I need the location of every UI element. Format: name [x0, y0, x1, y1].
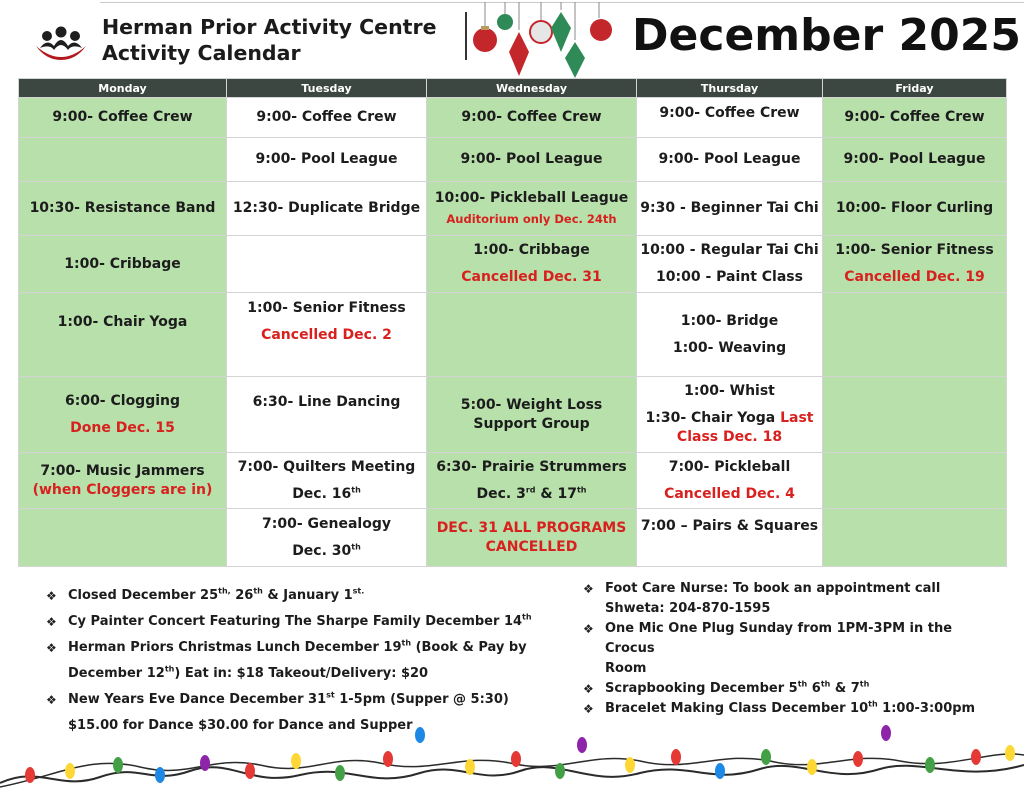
activity-text: 7:00- Music Jammers: [40, 462, 205, 479]
activity-date: [230, 485, 423, 504]
announcement-text: One Mic One Plug Sunday from 1PM-3PM in the Crocus: [605, 621, 953, 656]
weekday-header-row: [19, 79, 1007, 98]
header-friday: Friday: [823, 79, 1007, 98]
calendar-cell: 10:30- Resistance Band: [19, 182, 227, 236]
announcement-item: [583, 619, 1003, 679]
announcement-text: $15.00 for Dance $30.00 for Dance and Supper: [68, 718, 413, 733]
announcement-text: & January 1: [262, 588, 353, 603]
header-wednesday: Wednesday: [427, 79, 637, 98]
header-monday: Monday: [19, 79, 227, 98]
superscript: th,: [218, 586, 231, 596]
activity-calendar-table: [18, 78, 1007, 567]
superscript: st: [326, 690, 335, 700]
calendar-cell-empty: [427, 293, 637, 377]
diamond-bullet-icon: ❖: [583, 622, 594, 636]
date-suffix: rd: [525, 484, 536, 494]
date-text: & 17: [535, 485, 577, 502]
calendar-cell-empty: [19, 509, 227, 567]
date-text: Dec. 16: [292, 485, 352, 502]
calendar-cell: 7:00 – Pairs & Squares: [637, 509, 823, 567]
activity-date: [430, 485, 633, 504]
calendar-cell-empty: [823, 453, 1007, 509]
cancellation-note: Cancelled Dec. 31: [461, 269, 602, 285]
centre-logo-icon: [32, 24, 90, 62]
activity-date: [230, 542, 423, 561]
calendar-cell: 9:00- Coffee Crew: [19, 98, 227, 138]
activity-text: 1:00- Cribbage: [473, 242, 590, 258]
superscript: st.: [352, 586, 365, 596]
superscript: th: [859, 679, 870, 689]
calendar-row: [19, 236, 1007, 293]
calendar-cell: [19, 453, 227, 509]
activity-text: 1:00- Whist: [684, 383, 775, 399]
announcement-text: 6: [807, 681, 821, 696]
diamond-bullet-icon: ❖: [46, 693, 57, 707]
activity-text: 1:00- Senior Fitness: [835, 242, 994, 258]
organization-title: [102, 14, 436, 66]
cancellation-note: Cancelled Dec. 2: [261, 327, 392, 343]
cancellation-note: Cancelled Dec. 19: [844, 269, 985, 285]
activity-text: 10:00 - Regular Tai Chi: [640, 242, 819, 258]
calendar-cell: [19, 377, 227, 453]
calendar-cell: 1:00- Chair Yoga: [19, 293, 227, 377]
calendar-cell: 9:00- Pool League: [227, 138, 427, 182]
date-text: Dec. 30: [292, 542, 352, 559]
calendar-cell-empty: [823, 293, 1007, 377]
superscript: th: [522, 612, 532, 622]
announcement-text: (Book & Pay by: [411, 640, 527, 655]
closure-notice: DEC. 31 ALL PROGRAMS: [436, 519, 627, 536]
date-suffix: th: [351, 541, 361, 551]
calendar-cell: 9:00- Pool League: [823, 138, 1007, 182]
calendar-cell: 9:00- Coffee Crew: [637, 98, 823, 138]
diamond-bullet-icon: ❖: [583, 682, 594, 696]
header-tuesday: Tuesday: [227, 79, 427, 98]
calendar-cell-empty: [823, 509, 1007, 567]
activity-text: 1:00- Senior Fitness: [247, 300, 406, 316]
activity-text: 6:30- Prairie Strummers: [436, 458, 627, 475]
schedule-note: Auditorium only Dec. 24th: [446, 211, 617, 226]
activity-text: 7:00- Pickleball: [668, 458, 791, 475]
calendar-cell: [427, 509, 637, 567]
calendar-cell: 9:00- Coffee Crew: [427, 98, 637, 138]
calendar-cell: 1:00- Cribbage: [19, 236, 227, 293]
calendar-cell: [637, 293, 823, 377]
activity-text: 7:00- Genealogy: [262, 515, 391, 532]
activity-text: 1:30- Chair Yoga: [645, 410, 776, 426]
cancellation-note: Class Dec. 18: [676, 429, 783, 445]
activity-text: 1:00- Weaving: [672, 339, 787, 356]
calendar-cell: 6:30- Line Dancing: [227, 377, 427, 453]
calendar-cell: [427, 182, 637, 236]
calendar-row: [19, 293, 1007, 377]
calendar-cell: 9:30 - Beginner Tai Chi: [637, 182, 823, 236]
diamond-bullet-icon: ❖: [46, 589, 57, 603]
announcement-text: New Years Eve Dance December 31: [68, 692, 327, 707]
superscript: th: [253, 586, 263, 596]
diamond-bullet-icon: ❖: [46, 615, 57, 629]
schedule-note: Done Dec. 15: [70, 419, 175, 436]
calendar-subtitle: Activity Calendar: [102, 41, 301, 65]
calendar-cell: 9:00- Pool League: [637, 138, 823, 182]
calendar-cell: [227, 509, 427, 567]
calendar-cell: [427, 453, 637, 509]
calendar-row: [19, 98, 1007, 138]
header-thursday: Thursday: [637, 79, 823, 98]
announcement-text: 1:00-3:00pm: [877, 701, 976, 716]
calendar-row: [19, 138, 1007, 182]
date-suffix: th: [351, 484, 361, 494]
announcement-text: Foot Care Nurse: To book an appointment call: [605, 581, 941, 596]
calendar-cell: [637, 236, 823, 293]
calendar-cell-empty: [227, 236, 427, 293]
announcement-text: 1-5pm (Supper @ 5:30): [334, 692, 509, 707]
activity-text: 10:00- Pickleball League: [434, 189, 629, 206]
calendar-cell: 9:00- Pool League: [427, 138, 637, 182]
calendar-cell: 9:00- Coffee Crew: [823, 98, 1007, 138]
calendar-cell: [227, 293, 427, 377]
diamond-bullet-icon: ❖: [583, 702, 594, 716]
calendar-cell: [637, 377, 823, 453]
calendar-cell: 9:00- Coffee Crew: [227, 98, 427, 138]
calendar-cell: [823, 236, 1007, 293]
announcements-right: [583, 579, 1003, 719]
superscript: th: [820, 679, 831, 689]
announcement-text: ) Eat in: $18 Takeout/Delivery: $20: [174, 666, 429, 681]
announcement-item: [583, 679, 1003, 699]
announcement-text: Room: [605, 661, 647, 676]
announcement-item: [46, 609, 536, 635]
calendar-row: [19, 182, 1007, 236]
activity-text: 5:00- Weight Loss: [460, 396, 603, 413]
cancellation-note: Cancelled Dec. 4: [664, 485, 795, 502]
announcement-text: Closed December 25: [68, 588, 219, 603]
activity-text: 10:00 - Paint Class: [656, 269, 803, 285]
month-title: December 2025: [632, 10, 1021, 61]
activity-text: [640, 409, 819, 428]
date-suffix: th: [576, 484, 587, 494]
calendar-cell: [427, 236, 637, 293]
activity-text: 7:00- Quilters Meeting: [237, 458, 416, 475]
cancellation-note: Last: [780, 410, 814, 426]
calendar-cell: [637, 453, 823, 509]
announcement-text: Cy Painter Concert Featuring The Sharpe Family December 14: [68, 614, 523, 629]
org-name: Herman Prior Activity Centre: [102, 15, 437, 39]
christmas-lights-icon: [0, 705, 1024, 791]
calendar-row: [19, 377, 1007, 453]
diamond-bullet-icon: ❖: [583, 582, 594, 596]
calendar-cell: 10:00- Floor Curling: [823, 182, 1007, 236]
announcement-item: [583, 579, 1003, 619]
superscript: th: [401, 638, 412, 648]
superscript: th: [868, 699, 878, 709]
activity-text: 1:00- Bridge: [680, 312, 779, 329]
announcement-item: [46, 635, 536, 687]
superscript: th: [164, 664, 175, 674]
calendar-cell: [427, 377, 637, 453]
announcement-text: & 7: [830, 681, 860, 696]
announcement-text: Herman Priors Christmas Lunch December 19: [68, 640, 402, 655]
closure-notice: CANCELLED: [485, 538, 578, 555]
announcement-text: Bracelet Making Class December 10: [605, 701, 869, 716]
diamond-bullet-icon: ❖: [46, 641, 57, 655]
activity-text: Support Group: [473, 415, 590, 432]
announcement-text: December 12: [68, 666, 165, 681]
announcement-text: Shweta: 204-870-1595: [605, 601, 771, 616]
announcement-item: [46, 583, 536, 609]
date-text: Dec. 3: [476, 485, 526, 502]
calendar-cell: [227, 453, 427, 509]
announcement-text: 26: [230, 588, 254, 603]
christmas-ornaments-icon: [463, 2, 623, 80]
calendar-row: [19, 453, 1007, 509]
calendar-row: [19, 509, 1007, 567]
schedule-note: (when Cloggers are in): [32, 481, 213, 498]
calendar-cell-empty: [19, 138, 227, 182]
activity-text: 6:00- Clogging: [64, 392, 181, 409]
calendar-cell: 12:30- Duplicate Bridge: [227, 182, 427, 236]
announcement-text: Scrapbooking December 5: [605, 681, 798, 696]
superscript: th: [797, 679, 808, 689]
calendar-cell-empty: [823, 377, 1007, 453]
